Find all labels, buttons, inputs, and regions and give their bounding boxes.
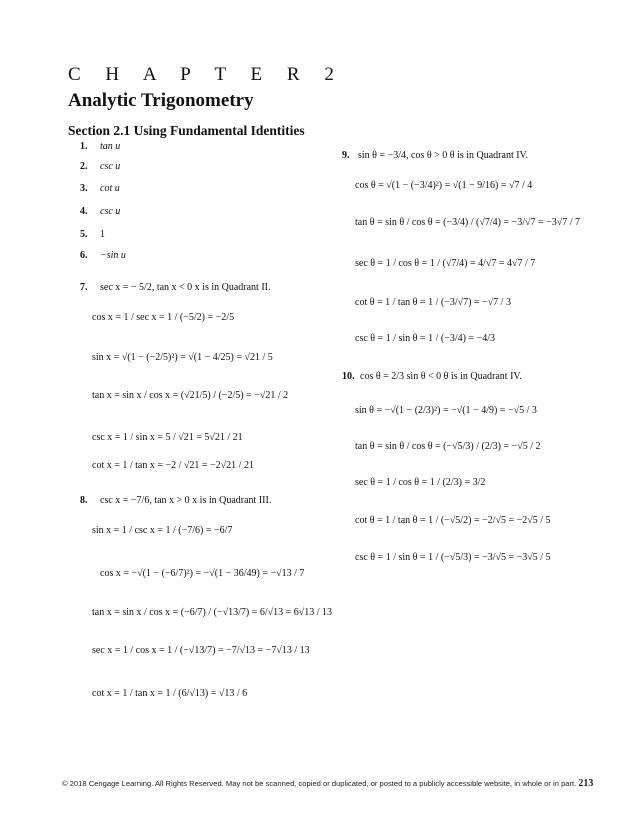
exercise-number: 3. bbox=[80, 183, 88, 194]
exercise-4 bbox=[80, 206, 120, 218]
exercise-answer: −sin u bbox=[100, 250, 126, 261]
exercise-8-step-5: cot x = 1 / tan x = 1 / (6/√13) = √13 / 6 bbox=[92, 688, 248, 699]
exercise-9-step-2: tan θ = sin θ / cos θ = (−3/4) / (√7/4) = −3/√7 = −3√7 / 7 bbox=[355, 217, 581, 228]
exercise-given: sec x = − 5/2, tan x < 0 x is in Quadrant II. bbox=[100, 282, 271, 293]
exercise-2 bbox=[80, 161, 120, 173]
exercise-7-given bbox=[80, 282, 271, 294]
exercise-9-given bbox=[342, 150, 528, 162]
exercise-8-step-1: sin x = 1 / csc x = 1 / (−7/6) = −6/7 bbox=[92, 525, 233, 536]
exercise-10-step-5: csc θ = 1 / sin θ = 1 / (−√5/3) = −3/√5 = −3√5 / 5 bbox=[355, 552, 551, 563]
copyright-text: © 2018 Cengage Learning. All Rights Reserved. May not be scanned, copied or duplicated, or posted to a publicly accessible website, in whole or in part. bbox=[62, 779, 577, 788]
exercise-3 bbox=[80, 183, 120, 195]
exercise-7-step-5: cot x = 1 / tan x = −2 / √21 = −2√21 / 21 bbox=[92, 460, 254, 471]
exercise-10-step-1: sin θ = −√(1 − (2/3)²) = −√(1 − 4/9) = −√5 / 3 bbox=[355, 405, 537, 416]
exercise-7-step-4: csc x = 1 / sin x = 5 / √21 = 5√21 / 21 bbox=[92, 432, 243, 443]
exercise-6 bbox=[80, 250, 126, 262]
chapter-title: Analytic Trigonometry bbox=[68, 90, 254, 111]
chapter-label: C H A P T E R 2 bbox=[68, 64, 344, 85]
exercise-9-step-1: cos θ = √(1 − (−3/4)²) = √(1 − 9/16) = √7 / 4 bbox=[355, 180, 533, 191]
exercise-answer: 1 bbox=[100, 229, 105, 240]
exercise-10-given bbox=[342, 371, 522, 383]
exercise-number: 2. bbox=[80, 161, 88, 172]
exercise-10-step-4: cot θ = 1 / tan θ = 1 / (−√5/2) = −2/√5 = −2√5 / 5 bbox=[355, 515, 551, 526]
exercise-given: sin θ = −3/4, cos θ > 0 θ is in Quadrant IV. bbox=[358, 150, 528, 161]
exercise-number: 7. bbox=[80, 282, 88, 293]
exercise-number: 10. bbox=[342, 371, 355, 382]
exercise-9-step-4: cot θ = 1 / tan θ = 1 / (−3/√7) = −√7 / 3 bbox=[355, 297, 511, 308]
exercise-7-step-2: sin x = √(1 − (−2/5)²) = √(1 − 4/25) = √21 / 5 bbox=[92, 352, 273, 363]
exercise-given: cos θ = 2/3 sin θ < 0 θ is in Quadrant IV. bbox=[360, 371, 522, 382]
exercise-10-step-2: tan θ = sin θ / cos θ = (−√5/3) / (2/3) = −√5 / 2 bbox=[355, 441, 541, 452]
exercise-answer: cot u bbox=[100, 183, 120, 194]
exercise-9-step-5: csc θ = 1 / sin θ = 1 / (−3/4) = −4/3 bbox=[355, 333, 495, 344]
exercise-number: 9. bbox=[342, 150, 350, 161]
exercise-number: 8. bbox=[80, 495, 88, 506]
exercise-10-step-3: sec θ = 1 / cos θ = 1 / (2/3) = 3/2 bbox=[355, 477, 486, 488]
copyright-footer bbox=[62, 778, 593, 789]
exercise-answer: csc u bbox=[100, 206, 121, 217]
exercise-number: 6. bbox=[80, 250, 88, 261]
exercise-number: 1. bbox=[80, 141, 88, 152]
exercise-answer: tan u bbox=[100, 141, 121, 152]
exercise-8-step-2: cos x = −√(1 − (−6/7)²) = −√(1 − 36/49) = −√13 / 7 bbox=[100, 568, 305, 579]
section-title: Section 2.1 Using Fundamental Identities bbox=[68, 123, 305, 138]
exercise-8-given bbox=[80, 495, 271, 507]
exercise-7-step-3: tan x = sin x / cos x = (√21/5) / (−2/5) = −√21 / 2 bbox=[92, 390, 289, 401]
exercise-1 bbox=[80, 141, 120, 153]
exercise-7-step-1: cos x = 1 / sec x = 1 / (−5/2) = −2/5 bbox=[92, 312, 235, 323]
exercise-5 bbox=[80, 229, 105, 241]
exercise-answer: csc u bbox=[100, 161, 121, 172]
exercise-8-step-4: sec x = 1 / cos x = 1 / (−√13/7) = −7/√13 = −7√13 / 13 bbox=[92, 645, 310, 656]
exercise-number: 4. bbox=[80, 206, 88, 217]
exercise-number: 5. bbox=[80, 229, 88, 240]
page-number: 213 bbox=[578, 778, 594, 789]
exercise-8-step-3: tan x = sin x / cos x = (−6/7) / (−√13/7) = 6/√13 = 6√13 / 13 bbox=[92, 607, 333, 618]
exercise-given: csc x = −7/6, tan x > 0 x is in Quadrant III. bbox=[100, 495, 272, 506]
exercise-9-step-3: sec θ = 1 / cos θ = 1 / (√7/4) = 4/√7 = 4√7 / 7 bbox=[355, 258, 536, 269]
